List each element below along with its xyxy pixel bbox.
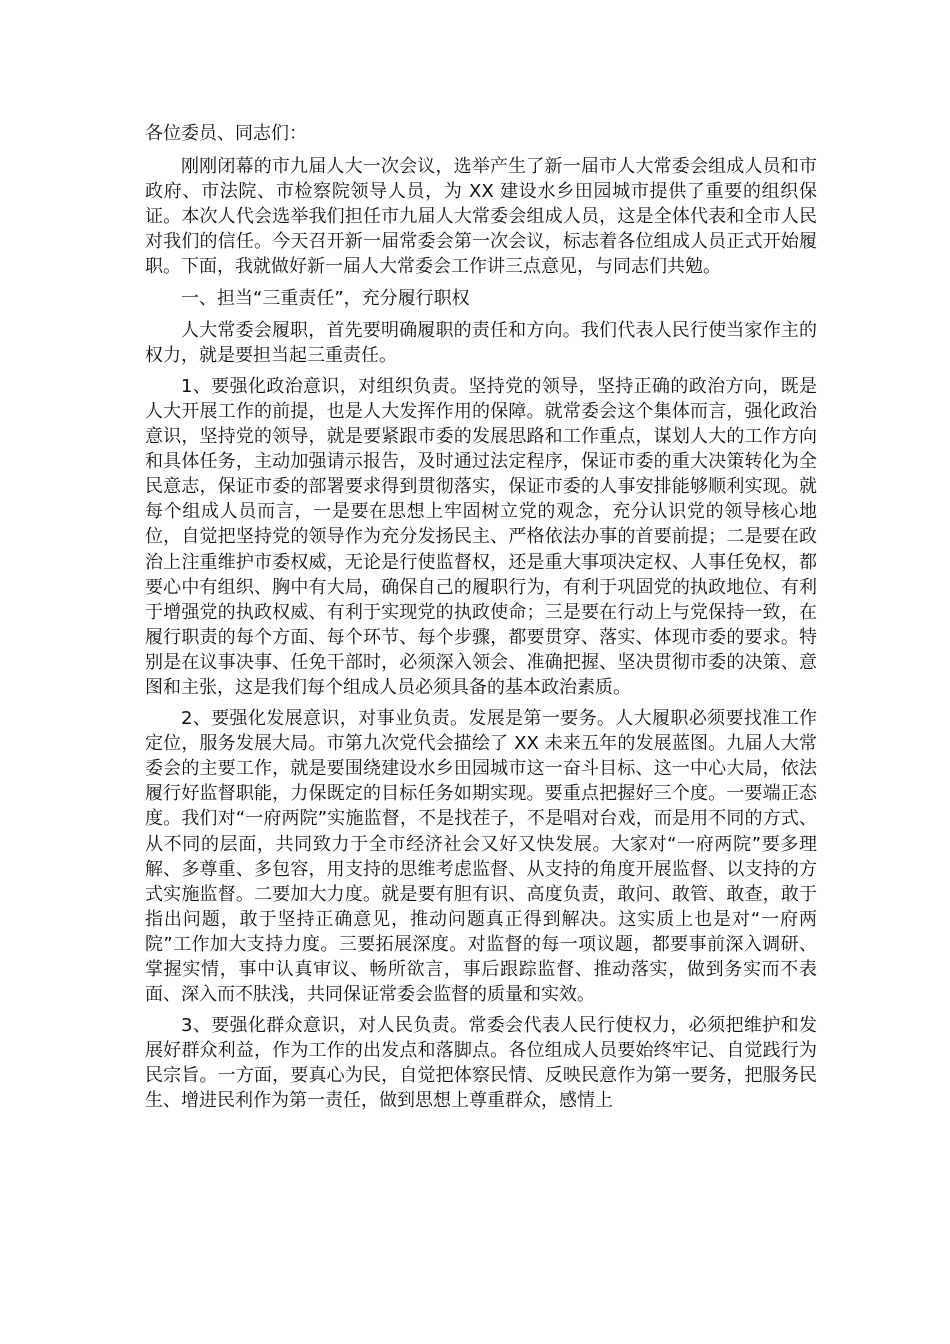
paragraph-point-2: 2、要强化发展意识，对事业负责。发展是第一要务。人大履职必须要找准工作定位，服务发展大局。市第九次党代会描绘了 XX 未来五年的发展蓝图。九届人大常委会的主要工作，就是要围绕建设水乡田园城市这一奋斗目标、这一中心大局，依法履行好监督职能，力保既定的目标任务如期实现。要重点把握好三个度。一要端正态度。我们对“一府两院”实施监督，不是找茬子，不是唱对台戏，而是用不同的方式、从不同的层面，共同致力于全市经济社会又好又快发展。大家对“一府两院”要多理解、多尊重、多包容，用支持的思维考虑监督、从支持的角度开展监督、以支持的方式实施监督。二要加大力度。就是要有胆有识、高度负责，敢问、敢管、敢查，敢于指出问题，敢于坚持正确意见，推动问题真正得到解决。这实质上也是对“一府两院”工作加大支持力度。三要拓展深度。对监督的每一项议题，都要事前深入调研、掌握实情，事中认真审议、畅所欲言，事后跟踪监督、推动落实，做到务实而不表面、深入而不肤浅，共同保证常委会监督的质量和实效。 (145, 708, 817, 1006)
paragraph-point-1: 1、要强化政治意识，对组织负责。坚持党的领导，坚持正确的政治方向，既是人大开展工作的前提，也是人大发挥作用的保障。就常委会这个集体而言，强化政治意识，坚持党的领导，就是要紧跟市委的发展思路和工作重点，谋划人大的工作方向和具体任务，主动加强请示报告，及时通过法定程序，保证市委的重大决策转化为全民意志，保证市委的部署要求得到贯彻落实，保证市委的人事安排能够顺利实现。就每个组成人员而言，一是要在思想上牢固树立党的观念，充分认识党的领导核心地位，自觉把坚持党的领导作为充分发扬民主、严格依法办事的首要前提；二是要在政治上注重维护市委权威，无论是行使监督权，还是重大事项决定权、人事任免权，都要心中有组织、胸中有大局，确保自己的履职行为，有利于巩固党的执政地位、有利于增强党的执政权威、有利于实现党的执政使命；三是要在行动上与党保持一致，在履行职责的每个方面、每个环节、每个步骤，都要贯穿、落实、体现市委的要求。特别是在议事决事、任免干部时，必须深入领会、准确把握、坚决贯彻市委的决策、意图和主张，这是我们每个组成人员必须具备的基本政治素质。 (145, 375, 817, 698)
paragraph-section-intro: 人大常委会履职，首先要明确履职的责任和方向。我们代表人民行使当家作主的权力，就是要担当起三重责任。 (145, 319, 817, 366)
section-heading-1: 一、担当“三重责任”，充分履行职权 (181, 287, 470, 309)
document-body (145, 121, 817, 1120)
paragraph-point-3: 3、要强化群众意识，对人民负责。常委会代表人民行使权力，必须把维护和发展好群众利益，作为工作的出发点和落脚点。各位组成人员要始终牢记、自觉践行为民宗旨。一方面，要真心为民，自觉把体察民情、反映民意作为第一要务，把服务民生、增进民利作为第一责任，做到思想上尊重群众，感情上 (145, 1015, 817, 1112)
salutation: 各位委员、同志们： (145, 123, 307, 144)
paragraph-intro: 刚刚闭幕的市九届人大一次会议，选举产生了新一届市人大常委会组成人员和市政府、市法院、市检察院领导人员，为 XX 建设水乡田园城市提供了重要的组织保证。本次人代会选举我们担任市九届人大常委会组成人员，这是全体代表和全市人民对我们的信任。今天召开新一届常委会第一次会议，标志着各位组成人员正式开始履职。下面，我就做好新一届人大常委会工作讲三点意见，与同志们共勉。 (145, 156, 817, 278)
